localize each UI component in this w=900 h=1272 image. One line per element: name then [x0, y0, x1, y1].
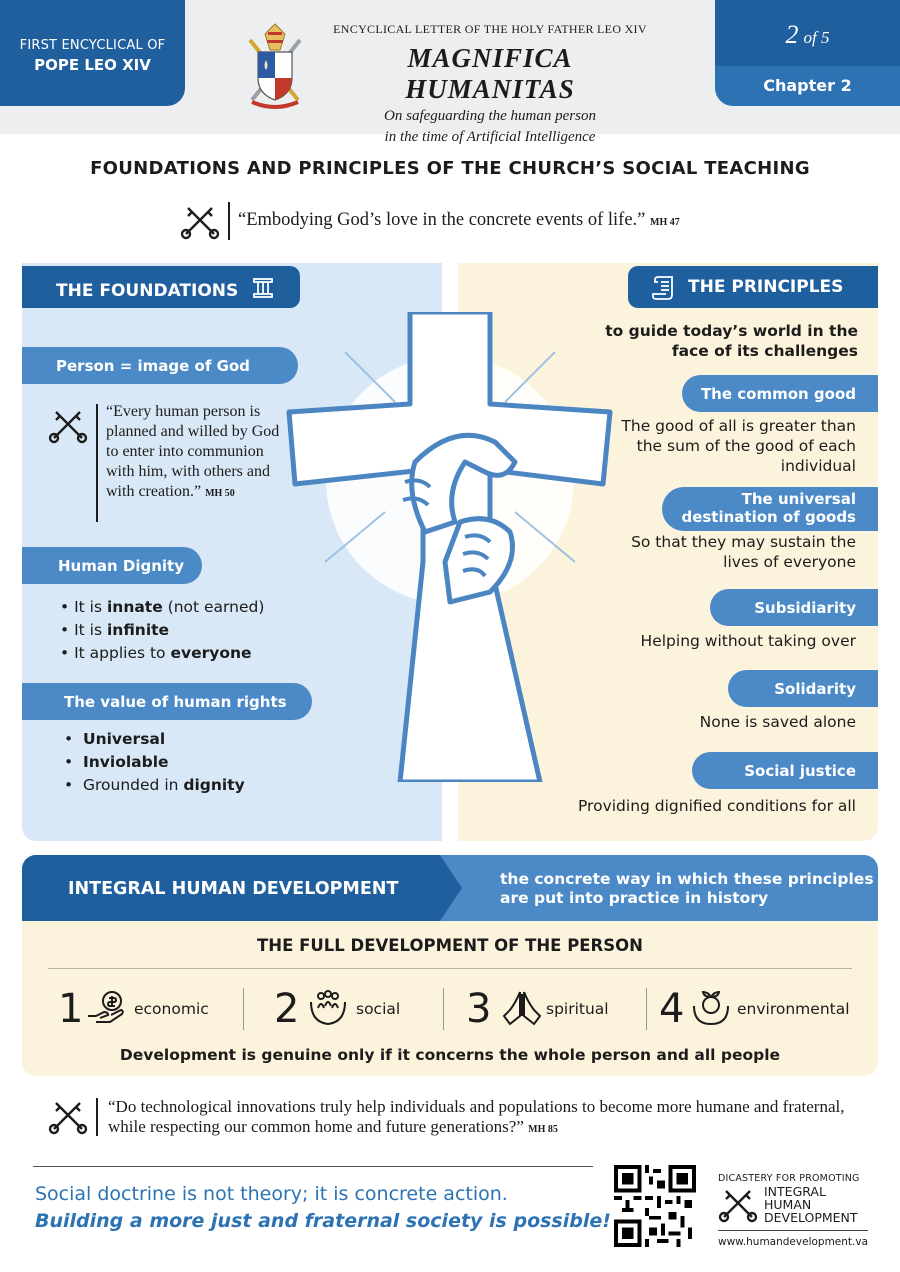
praying-hands-icon [502, 988, 542, 1028]
page-number: 2 [785, 20, 799, 49]
column-pillar-icon [252, 277, 274, 299]
principles-title: THE PRINCIPLES [688, 277, 844, 297]
common-good-text: The good of all is greater than the sum of the good of each individual [621, 417, 856, 475]
encyclical-badge [0, 0, 185, 106]
hands-globe-icon [691, 988, 731, 1028]
ihd-note: Development is genuine only if it concerns the whole person and all people [119, 1046, 781, 1064]
dimension-spiritual [466, 984, 636, 1032]
crossed-keys-icon [180, 204, 220, 240]
encyclical-kicker: ENCYCLICAL LETTER OF THE HOLY FATHER LEO XIV [333, 22, 647, 36]
top-quote-body: “Embodying God’s love in the concrete events of life.” [238, 210, 646, 230]
dimension-label: social [356, 1000, 401, 1018]
page-total: of 5 [803, 28, 830, 47]
list-item: • It is innate (not earned) [60, 598, 265, 616]
crossed-keys-icon [718, 1187, 758, 1223]
item-bold: Inviolable [83, 753, 169, 771]
rights-list [64, 728, 245, 797]
dicastery-kicker: DICASTERY FOR PROMOTING [718, 1173, 860, 1184]
full-development-heading: THE FULL DEVELOPMENT OF THE PERSON [257, 936, 643, 955]
foundations-quote-body: “Every human person is planned and willed by God to enter into communion with him, with others and with creation.” [106, 403, 280, 500]
encyclical-subtitle-1: On safeguarding the human person [384, 108, 596, 124]
list-item: • It applies to everyone [60, 644, 252, 662]
ihd-title: INTEGRAL HUMAN DEVELOPMENT [68, 879, 399, 899]
item-text: (not earned) [162, 598, 265, 616]
foundations-title-tag [22, 266, 300, 308]
divider [443, 988, 444, 1030]
pill-line: The universal [741, 490, 856, 508]
dicastery-logo-block [718, 1173, 878, 1248]
item-bold: infinite [106, 621, 170, 639]
dicastery-name [764, 1185, 858, 1224]
top-quote [180, 200, 740, 244]
dimension-label: spiritual [546, 1000, 609, 1018]
papal-coat-of-arms-icon [240, 20, 310, 112]
pill-subsidiarity: Subsidiarity [710, 589, 878, 626]
item-text: Grounded in [83, 776, 184, 794]
list-item: • It is infinite [60, 621, 170, 639]
page-title: FOUNDATIONS AND PRINCIPLES OF THE CHURCH’S SOCIAL TEACHING [90, 158, 810, 179]
quote-divider [96, 404, 98, 522]
dimension-number: 1 [58, 986, 84, 1032]
foundations-quote-text [106, 402, 288, 504]
ihd-description [500, 870, 874, 908]
pill-solidarity: Solidarity [728, 670, 878, 707]
hands-people-icon [308, 988, 348, 1028]
divider [646, 988, 647, 1030]
cross-handshake-illustration [285, 312, 615, 782]
bottom-quote-body: “Do technological innovations truly help individuals and populations to become more humane and fraternal, while respecting our common home and future generations?” [108, 1097, 845, 1136]
dimension-environmental [659, 984, 859, 1032]
social-justice-text: Providing dignified conditions for all [577, 797, 856, 815]
foundations-quote-ref: MH 50 [205, 488, 235, 499]
item-bold: Universal [83, 730, 166, 748]
dimension-social [274, 984, 434, 1032]
badge-line-1: FIRST ENCYCLICAL OF [19, 38, 166, 53]
page-indicator [715, 0, 900, 66]
quote-divider [96, 1098, 98, 1136]
dignity-list [60, 596, 264, 665]
principles-title-tag [628, 266, 878, 308]
universal-destination-text: So that they may sustain the lives of everyone [631, 533, 856, 571]
pill-line: destination of goods [681, 508, 856, 526]
foundations-quote [48, 402, 288, 528]
item-bold: everyone [170, 644, 252, 662]
dimension-number: 2 [274, 986, 300, 1032]
divider [718, 1230, 868, 1231]
badge-line-2: POPE LEO XIV [34, 56, 151, 74]
list-item: • Grounded in dignity [64, 776, 245, 794]
ihd-desc-line: the concrete way in which these principles [500, 870, 874, 888]
principles-intro: to guide today’s world in the face of its challenges [605, 322, 858, 360]
chapter-label: Chapter 2 [715, 66, 900, 106]
item-text: It is [74, 598, 107, 616]
quote-divider [228, 202, 230, 240]
hand-coin-icon [86, 988, 126, 1028]
ihd-desc-line: are put into practice in history [500, 889, 769, 907]
dicastery-name-line: INTEGRAL [764, 1184, 826, 1199]
list-item: • Inviolable [64, 753, 169, 771]
bottom-quote-ref: MH 85 [528, 1124, 558, 1135]
crossed-keys-icon [48, 408, 88, 444]
footer-tagline-2: Building a more just and fraternal society is possible! [35, 1210, 611, 1232]
pill-human-dignity: Human Dignity [22, 547, 202, 584]
item-bold: dignity [183, 776, 245, 794]
item-bold: innate [106, 598, 163, 616]
encyclical-subtitle-2: in the time of Artificial Intelligence [384, 129, 596, 145]
pill-human-rights: The value of human rights [22, 683, 312, 720]
bottom-quote-text [108, 1097, 848, 1140]
pill-social-justice: Social justice [692, 752, 878, 789]
dimension-label: environmental [737, 1000, 850, 1018]
foundations-title: THE FOUNDATIONS [56, 281, 239, 301]
dimension-economic [58, 984, 238, 1032]
encyclical-title: MAGNIFICA HUMANITAS [405, 43, 575, 104]
bottom-quote [48, 1097, 848, 1141]
dimension-number: 4 [659, 986, 685, 1032]
top-quote-ref: MH 47 [650, 217, 680, 228]
footer-divider [33, 1166, 593, 1167]
crossed-keys-icon [48, 1099, 88, 1135]
pill-person-image-of-god: Person = image of God [22, 347, 298, 384]
solidarity-text: None is saved alone [699, 713, 856, 731]
pill-common-good: The common good [682, 375, 878, 412]
divider [243, 988, 244, 1030]
footer-tagline-1: Social doctrine is not theory; it is concrete action. [35, 1183, 508, 1205]
dimension-label: economic [134, 1000, 209, 1018]
qr-code[interactable] [614, 1165, 696, 1247]
scroll-document-icon [652, 275, 676, 301]
dicastery-name-line: DEVELOPMENT [764, 1210, 858, 1225]
dicastery-name-line: HUMAN [764, 1197, 812, 1212]
item-text: It is [74, 621, 107, 639]
item-text: It applies to [74, 644, 171, 662]
divider [48, 968, 852, 969]
encyclical-title-block [320, 22, 660, 147]
list-item: • Universal [64, 730, 166, 748]
subsidiarity-text: Helping without taking over [640, 632, 856, 650]
website-link[interactable]: www.humandevelopment.va [718, 1236, 869, 1248]
dimension-number: 3 [466, 986, 492, 1032]
pill-universal-destination [662, 487, 878, 531]
top-quote-text [238, 210, 680, 231]
